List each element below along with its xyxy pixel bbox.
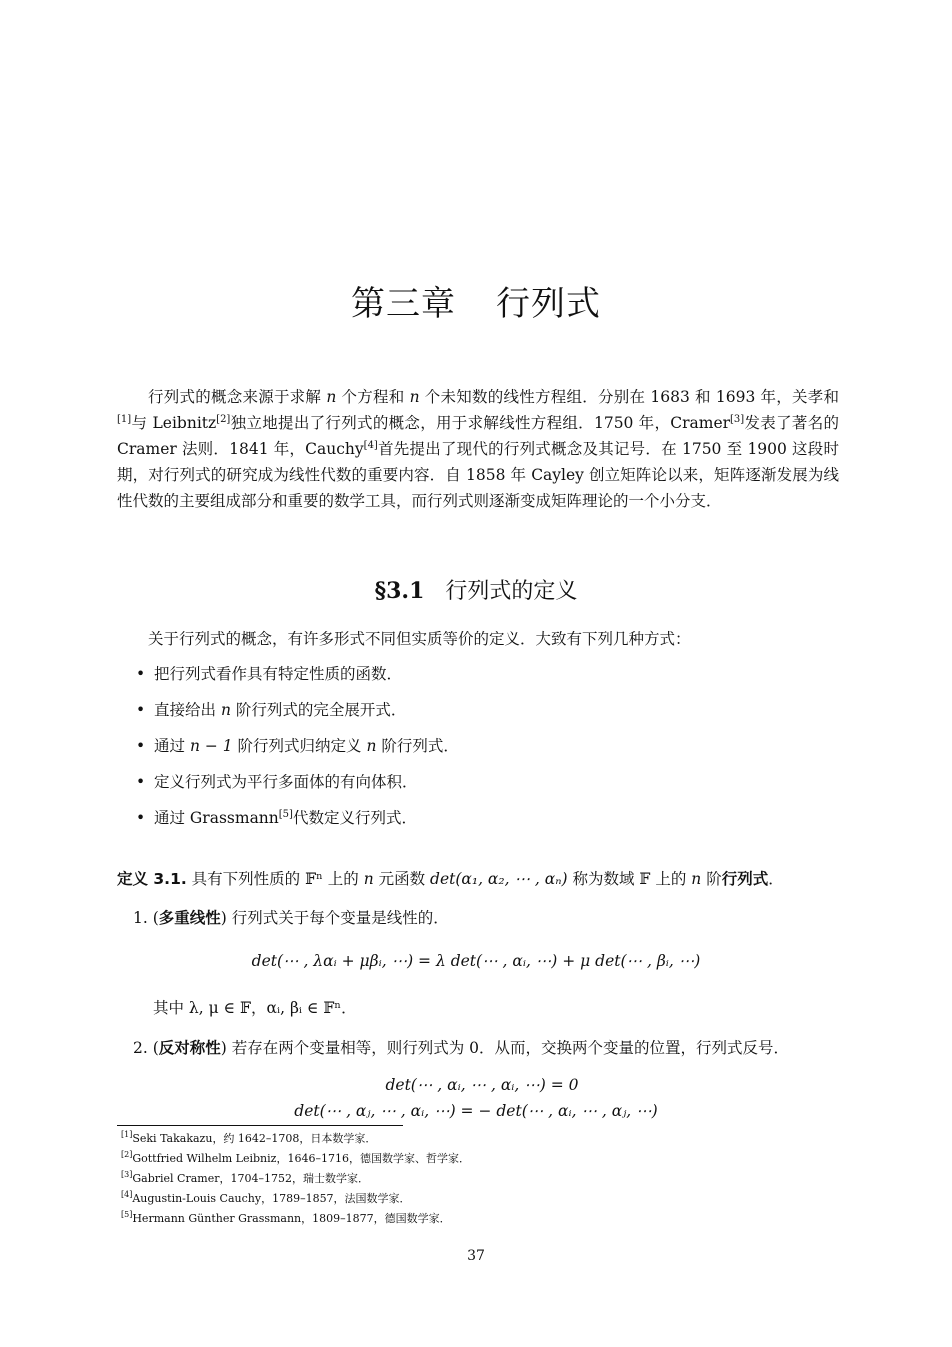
math-symbol: 𝔽ⁿ [305,870,323,888]
definition-text: 称为数域 [567,870,640,888]
equation: det(⋯ , αⱼ, ⋯ , αᵢ, ⋯) = − det(⋯ , αᵢ, ⋯ , αⱼ, ⋯) [294,1102,658,1120]
bullet-icon: • [136,809,146,827]
list-item-text: 阶行列式归纳定义 [232,737,367,755]
footnote [121,1151,470,1167]
defined-term: 行列式 [721,870,769,888]
definition-text: 元函数 [373,870,431,888]
section-lead: 关于行列式的概念，有许多形式不同但实质等价的定义．大致有下列几种方式： [148,630,691,648]
definition-list [130,662,830,842]
intro-text: 独立地提出了行列式的概念，用于求解线性方程组．1750 年，Cramer [230,414,731,432]
footnote [121,1171,369,1187]
variable-n: n [691,870,702,888]
definition-label: 定义 3.1. [117,870,187,888]
footnote-text: Gabriel Cramer，1704–1752，瑞士数学家． [132,1172,369,1185]
variable-n: n [366,737,377,755]
footnote-marker: [5] [121,1210,133,1219]
footnote [121,1191,411,1207]
list-item-text: 通过 Grassmann [154,809,279,827]
equation: det(⋯ , λαᵢ + μβᵢ, ⋯) = λ det(⋯ , αᵢ, ⋯) + μ det(⋯ , βᵢ, ⋯) [251,952,701,970]
page-number: 37 [467,1248,485,1264]
variable-n: n [326,388,337,406]
section-title: 行列式的定义 [445,579,578,604]
footnote-ref-5[interactable]: [5] [278,809,293,820]
list-item-text: 直接给出 [154,701,221,719]
chapter-name: 行列式 [496,284,601,324]
footnote-ref-4[interactable]: [4] [363,440,378,451]
bullet-icon: • [136,773,146,791]
footnote-marker: [4] [121,1190,133,1199]
section-heading [0,574,952,605]
footnote-marker: [2] [121,1150,133,1159]
bullet-icon: • [136,665,146,683]
intro-text: 与 Leibnitz [131,414,217,432]
intro-text: 行列式的概念来源于求解 [148,388,327,406]
property-item [133,1036,839,1060]
variable-n: n [409,388,420,406]
chapter-title [0,276,952,325]
list-item-text: 阶行列式的完全展开式． [230,701,407,719]
footnote-marker: [3] [121,1170,133,1179]
property-name: 反对称性 [158,1039,221,1057]
property-name: 多重线性 [158,909,221,927]
list-item [130,734,830,770]
math-symbol: 𝔽 [639,870,651,888]
list-item [130,698,830,734]
bullet-icon: • [136,737,146,755]
definition-text: 具有下列性质的 [186,870,306,888]
list-item-text: 代数定义行列式． [292,809,417,827]
footnote-text: Gottfried Wilhelm Leibniz，1646–1716，德国数学家、哲学家． [132,1152,470,1165]
intro-paragraph [117,384,839,514]
list-item [130,662,830,698]
math-expression: det(α₁, α₂, ⋯ , αₙ) [430,870,568,888]
definition-text: 阶 [701,870,722,888]
definition-text: ． [768,870,784,888]
footnote [121,1211,451,1227]
footnote-divider [117,1125,403,1126]
where-clause: 其中 λ, μ ∈ 𝔽，αᵢ, βᵢ ∈ 𝔽ⁿ． [153,999,357,1017]
list-item-text: 通过 [154,737,190,755]
definition-text: 上的 [322,870,364,888]
intro-text: 个未知数的线性方程组．分别在 1683 和 1693 年，关孝和 [419,388,839,406]
definition-text: 上的 [650,870,692,888]
footnote-marker: [1] [121,1130,133,1139]
math-expression: n − 1 [189,737,233,755]
footnote-text: Augustin-Louis Cauchy，1789–1857，法国数学家． [132,1192,411,1205]
list-item-text: 把行列式看作具有特定性质的函数． [154,665,403,683]
variable-n: n [220,701,231,719]
chapter-number: 第三章 [351,284,456,324]
footnote-ref-2[interactable]: [2] [216,414,231,425]
definition-block [117,866,839,892]
footnote-text: Seki Takakazu，约 1642–1708，日本数学家． [132,1132,377,1145]
section-number: §3.1 [374,578,425,604]
footnote [121,1131,376,1147]
list-item [130,770,830,806]
intro-text: 发表了著名的 Cramer 法则．1841 年，Cauchy [117,414,839,458]
list-item-text: 定义行列式为平行多面体的有向体积． [154,773,418,791]
property-text: ) 若存在两个变量相等，则行列式为 0．从而，交换两个变量的位置，行列式反号． [220,1039,790,1057]
footnote-ref-3[interactable]: [3] [730,414,745,425]
intro-text: 首先提出了现代的行列式概念及其记号．在 1750 至 1900 这段时期，对行列式的研究成为线性代数的重要内容．自 1858 年 Cayley 创立矩阵论以来，矩阵逐渐发展为线性代数的主要组成部分和重要的数学工具，而行列式则逐渐变成矩阵理论的一个小分支． [117,440,839,510]
list-item [130,806,830,842]
bullet-icon: • [136,701,146,719]
property-text: ) 行列式关于每个变量是线性的． [220,909,449,927]
list-item-text: 阶行列式． [376,737,459,755]
intro-text: 个方程和 [336,388,410,406]
item-number: 1. ( [133,909,159,927]
footnote-text: Hermann Günther Grassmann，1809–1877，德国数学家． [132,1212,451,1225]
variable-n: n [363,870,374,888]
item-number: 2. ( [133,1039,159,1057]
property-item [133,906,839,930]
equation: det(⋯ , αᵢ, ⋯ , αᵢ, ⋯) = 0 [385,1076,579,1094]
footnote-ref-1[interactable]: [1] [117,414,132,425]
